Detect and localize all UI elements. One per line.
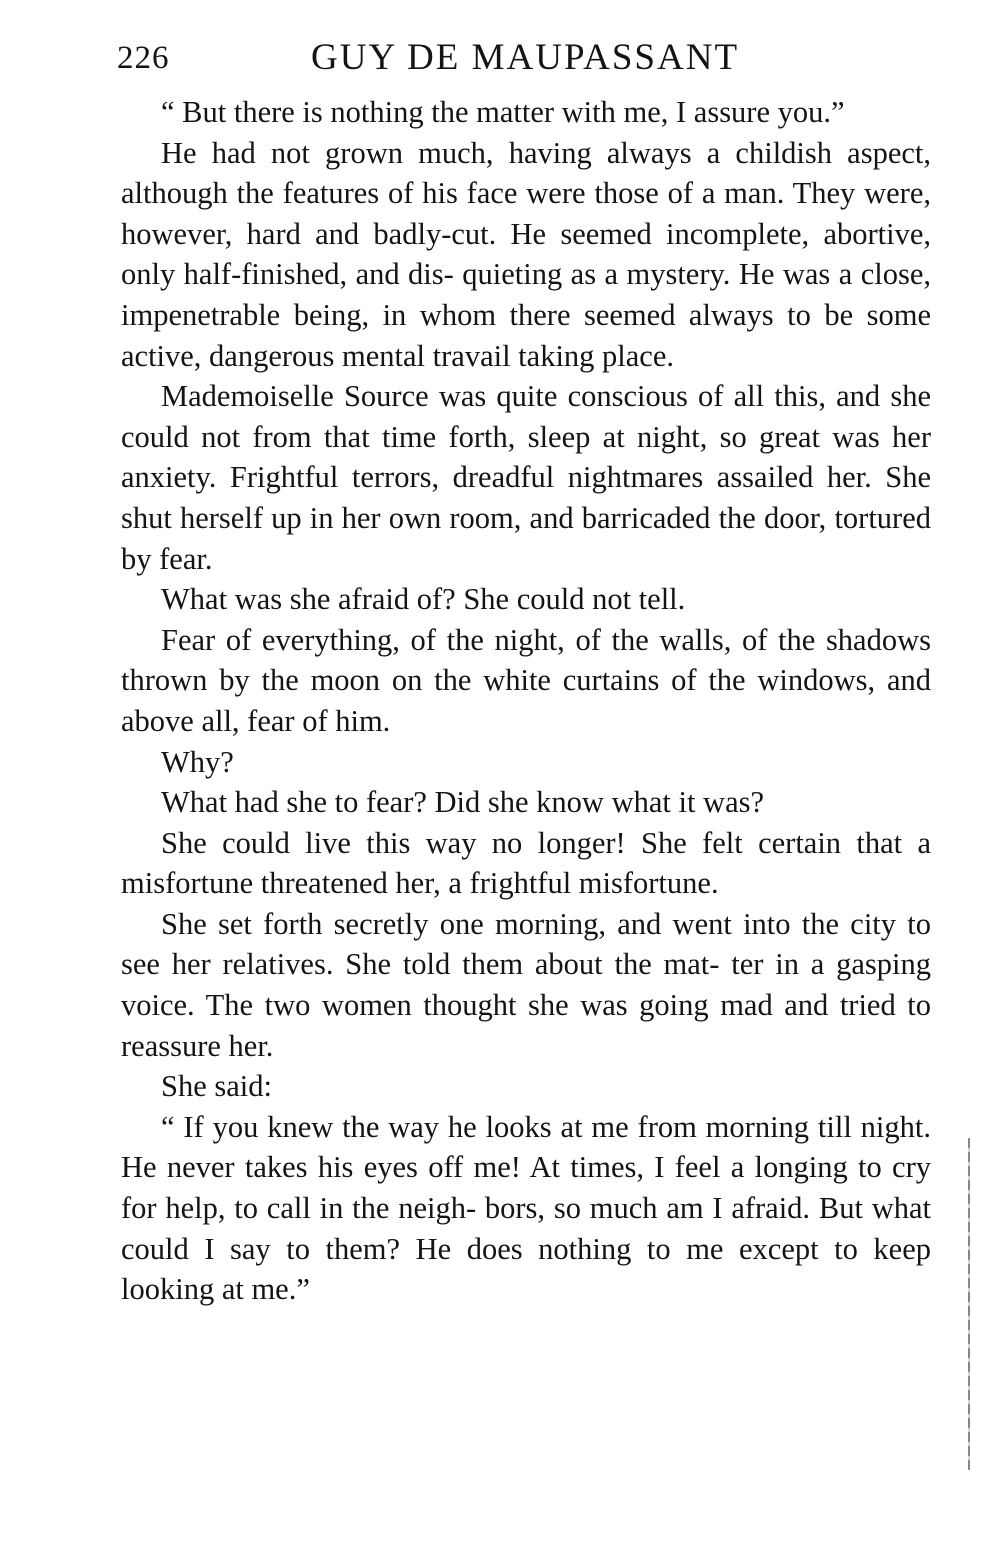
paragraph: Fear of everything, of the night, of the walls, of the shadows thrown by the moon on the white curtains of the windows, and above all, fear of him. xyxy=(121,622,931,738)
page-number: 226 xyxy=(117,40,170,76)
running-head-title: GUY DE MAUPASSANT xyxy=(311,37,740,78)
paragraph: “ But there is nothing the matter with me, I assure you.” xyxy=(161,95,845,129)
paragraph: Why? xyxy=(161,744,234,779)
page-edge-shadow xyxy=(968,1138,970,1470)
paragraph: He had not grown much, having always a childish aspect, although the features of his face were those of a man. They were, however, hard and badly-cut. He seemed incomplete, abortive, only half-finished, and dis- quieting as a mystery. He was a close, impenetrable being, in whom there seemed always to be some active, dangerous mental travail taking place. xyxy=(121,135,931,373)
paragraph: She could live this way no longer! She felt certain that a misfortune threatened her, a frightful misfortune. xyxy=(121,825,931,901)
paragraph: What had she to fear? Did she know what it was? xyxy=(161,785,765,820)
paragraph: “ If you knew the way he looks at me from morning till night. He never takes his eyes off me! At times, I feel a longing to cry for help, to call in the neigh- bors, so much am I afraid. But what could I say to them? He does nothing to me except to keep looking at me.” xyxy=(121,1109,931,1307)
book-page xyxy=(117,28,931,1310)
paragraph: What was she afraid of? She could not tell. xyxy=(161,582,686,617)
running-head xyxy=(117,28,931,92)
body-text xyxy=(121,92,931,1310)
paragraph: She set forth secretly one morning, and went into the city to see her relatives. She told them about the mat- ter in a gasping voice. The two women thought she was going mad and tried to reassure her. xyxy=(121,906,931,1063)
paragraph: Mademoiselle Source was quite conscious of all this, and she could not from that time forth, sleep at night, so great was her anxiety. Frightful terrors, dreadful nightmares assailed her. She shut herself up in her own room, and barricaded the door, tortured by fear. xyxy=(121,379,931,576)
paragraph: She said: xyxy=(161,1069,272,1104)
